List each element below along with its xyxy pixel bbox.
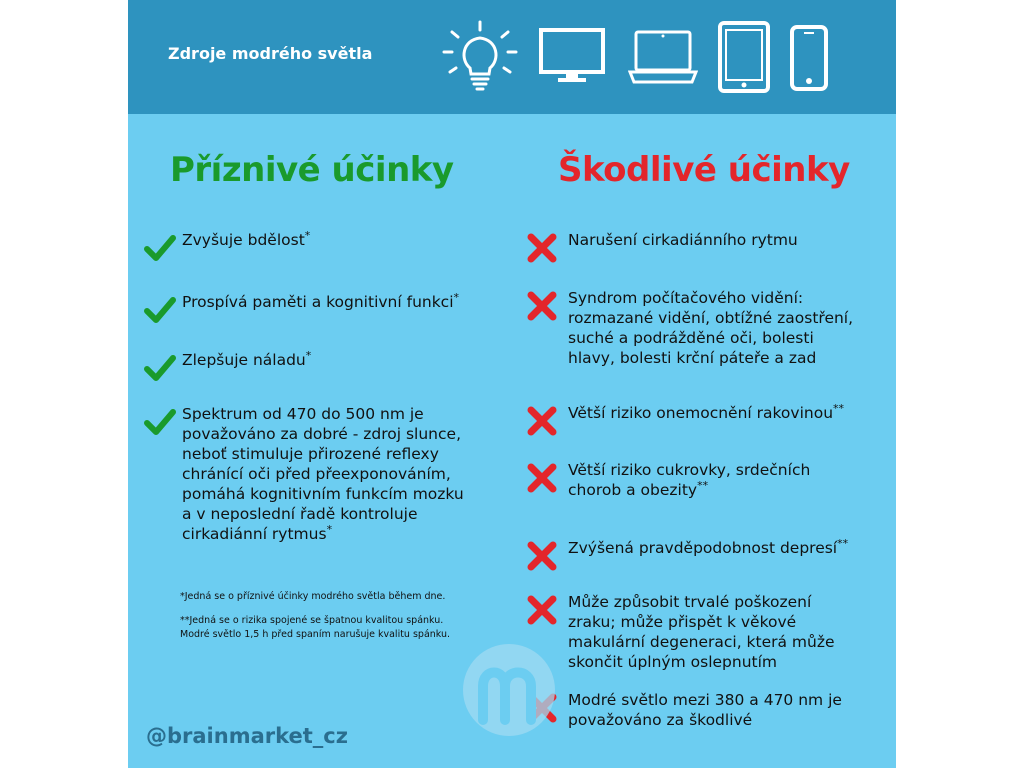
checkmark-icon (144, 295, 176, 325)
negative-item-line: zraku; může přispět k věkové (568, 613, 797, 631)
monitor-icon (538, 26, 608, 86)
positive-item-line: pomáhá kognitivním funkcím mozku (182, 485, 464, 503)
negative-effects-title: Škodlivé účinky (558, 150, 850, 190)
footnote-negative-line2: Modré světlo 1,5 h před spaním narušuje kvalitu spánku. (180, 629, 451, 640)
positive-item-line: cirkadiánní rytmus (182, 525, 327, 543)
footnote-mark: * (304, 229, 311, 242)
negative-item-line: suché a podrážděné oči, bolesti (568, 329, 814, 347)
positive-item (182, 292, 459, 312)
negative-item (568, 403, 844, 423)
negative-item-line: hlavy, bolesti krční páteře a zad (568, 349, 817, 367)
checkmark-icon (144, 233, 176, 263)
negative-item-line: rozmazané vidění, obtížné zaostření, (568, 309, 854, 327)
smartphone-icon (788, 24, 832, 94)
cross-icon (526, 595, 558, 625)
negative-item-line: Syndrom počítačového vidění: (568, 289, 804, 307)
lightbulb-icon (442, 18, 522, 94)
negative-item (568, 538, 848, 558)
header-title: Zdroje modrého světla (168, 44, 373, 63)
social-handle: @brainmarket_cz (146, 724, 348, 748)
checkmark-icon (144, 407, 176, 437)
footnote-mark: ** (833, 402, 845, 415)
negative-item-line: Větší riziko cukrovky, srdečních (568, 461, 811, 479)
negative-item-line: Větší riziko onemocnění rakovinou (568, 404, 834, 422)
negative-item (568, 460, 810, 500)
footnote-mark: * (453, 291, 460, 304)
positive-effects-title: Příznivé účinky (170, 150, 454, 190)
negative-item (568, 288, 853, 368)
negative-item-line: Modré světlo mezi 380 a 470 nm je (568, 691, 842, 709)
negative-item (568, 690, 842, 730)
footnote-mark: ** (837, 537, 849, 550)
negative-item (568, 230, 798, 250)
positive-item (182, 230, 310, 250)
footnote-mark: * (305, 349, 312, 362)
positive-item (182, 404, 464, 544)
positive-item-line: Prospívá paměti a kognitivní funkci (182, 293, 454, 311)
negative-item (568, 592, 835, 672)
negative-item-line: Může způsobit trvalé poškození (568, 593, 812, 611)
checkmark-icon (144, 353, 176, 383)
cross-icon (526, 291, 558, 321)
negative-item-line: chorob a obezity (568, 481, 698, 499)
positive-item-line: neboť stimuluje přirozené reflexy (182, 445, 439, 463)
positive-item (182, 350, 311, 370)
positive-item-line: Zvyšuje bdělost (182, 231, 305, 249)
brainmarket-logo-watermark (461, 642, 557, 738)
positive-item-line: Zlepšuje náladu (182, 351, 306, 369)
negative-item-line: Zvýšená pravděpodobnost depresí (568, 539, 838, 557)
positive-item-line: a v neposlední řadě kontroluje (182, 505, 418, 523)
tablet-icon (716, 20, 772, 94)
positive-item-line: považováno za dobré - zdroj slunce, (182, 425, 461, 443)
positive-item-line: Spektrum od 470 do 500 nm je (182, 405, 424, 423)
footnote-positive: *Jedná se o příznivé účinky modrého světla během dne. (180, 591, 446, 602)
cross-icon (526, 463, 558, 493)
laptop-icon (628, 28, 698, 86)
negative-item-line: makulární degeneraci, která může (568, 633, 835, 651)
infographic (128, 0, 896, 768)
cross-icon (526, 233, 558, 263)
header-banner (128, 0, 896, 114)
negative-item-line: skončit úplným oslepnutím (568, 653, 778, 671)
footnote-mark: ** (697, 479, 709, 492)
positive-item-line: chránící oči před přeexponováním, (182, 465, 451, 483)
negative-item-line: považováno za škodlivé (568, 711, 753, 729)
cross-icon (526, 541, 558, 571)
negative-item-line: Narušení cirkadiánního rytmu (568, 231, 798, 249)
footnote-negative-line1: **Jedná se o rizika spojené se špatnou kvalitou spánku. (180, 615, 444, 626)
cross-icon (526, 406, 558, 436)
footnote-mark: * (326, 523, 333, 536)
